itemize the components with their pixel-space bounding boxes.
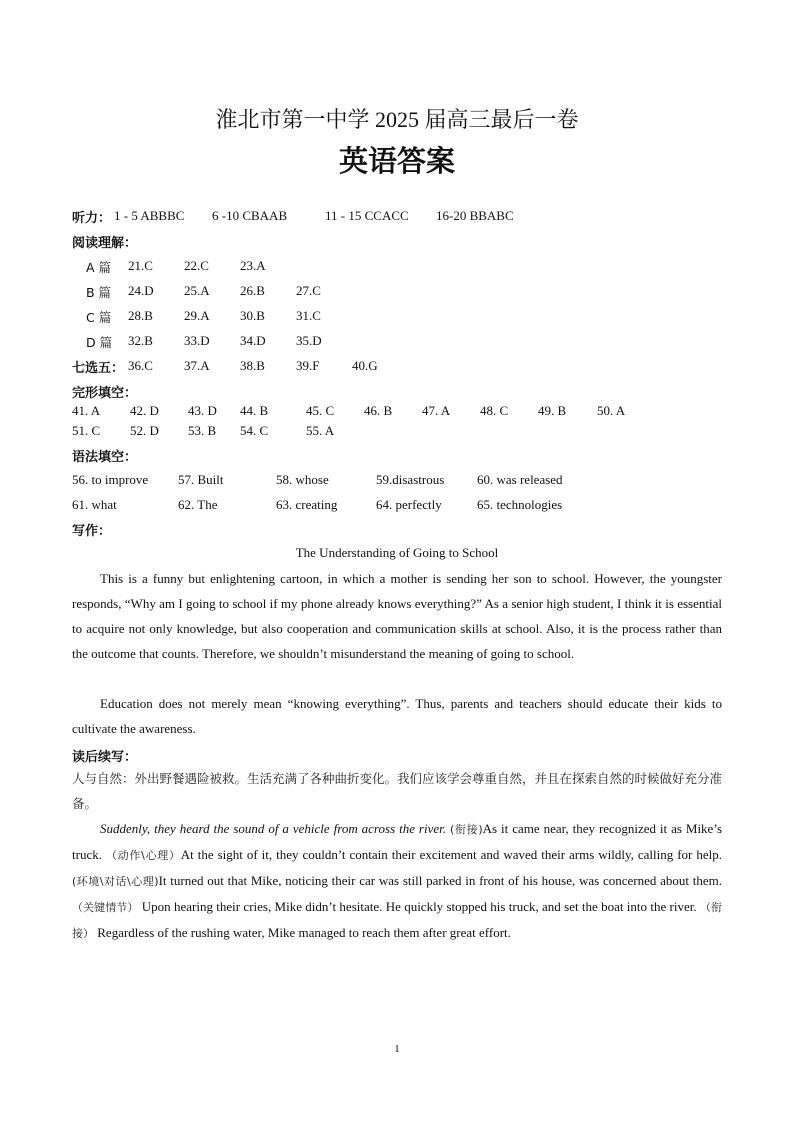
answer-57: 57. Built <box>178 472 224 487</box>
answer-51: 51. C <box>72 423 101 438</box>
grammar-label: 语法填空： <box>72 450 138 465</box>
essay-paragraph-2: Education does not merely mean “knowing everything”. Thus, parents and teachers should educate their kids to cultivate the awareness. <box>72 696 722 736</box>
sentence-4: Upon hearing their cries, Mike didn’t hesitate. He quickly stopped his truck, and set the boat into the river. <box>141 899 697 914</box>
page-number: 1 <box>394 1043 400 1055</box>
answer-54: 54. C <box>240 423 269 438</box>
passage-c-label: C 篇 <box>86 310 112 325</box>
answer-50: 50. A <box>597 403 626 418</box>
answer-key-title: 英语答案 <box>338 144 455 178</box>
answer-63: 63. creating <box>276 497 338 512</box>
answer-24: 24.D <box>128 283 154 298</box>
note-action-mind: （动作\心理） <box>105 849 181 862</box>
answer-65: 65. technologies <box>477 497 563 512</box>
essay-title: The Understanding of Going to School <box>295 545 499 560</box>
answer-34: 34.D <box>240 333 266 348</box>
answer-53: 53. B <box>188 423 217 438</box>
opening-sentence: Suddenly, they heard the sound of a vehicle from across the river. <box>100 821 446 836</box>
answer-42: 42. D <box>130 403 159 418</box>
essay-paragraph-1: This is a funny but enlightening cartoon, in which a mother is sending her son to school. However, the youngster responds, “Why am I going to school if my phone already knows everything?” As a senior high student, I think it is essential to acquire not only knowledge, but also cooperation and communication skills at school. Also, it is the process rather than the outcome that counts. Therefore, we shouldn’t misunderstand the meaning of going to school. <box>72 571 722 661</box>
note-key-plot: （关键情节） <box>72 901 139 914</box>
answer-55: 55. A <box>306 423 335 438</box>
writing-label: 写作： <box>72 524 112 539</box>
answer-31: 31.C <box>296 308 321 323</box>
answer-44: 44. B <box>240 403 269 418</box>
answer-28: 28.B <box>128 308 153 323</box>
listening-answers-1-5: 1 - 5 ABBBC <box>114 208 185 223</box>
answer-52: 52. D <box>130 423 159 438</box>
continuation-passage <box>72 816 722 946</box>
answer-26: 26.B <box>240 283 265 298</box>
answer-27: 27.C <box>296 283 321 298</box>
seven-choose-five-label: 七选五： <box>72 361 125 376</box>
answer-56: 56. to improve <box>72 472 149 487</box>
answer-39: 39.F <box>296 358 320 373</box>
sentence-2: At the sight of it, they couldn’t contain their excitement and waved their arms wildly, calling for help. <box>180 847 722 862</box>
continuation-theme: 人与自然：外出野餐遇险被救。生活充满了各种曲折变化。我们应该学会尊重自然，并且在探索自然的时候做好充分准备。 <box>72 771 723 811</box>
answer-61: 61. what <box>72 497 117 512</box>
answer-32: 32.B <box>128 333 153 348</box>
answer-38: 38.B <box>240 358 265 373</box>
reading-label: 阅读理解： <box>72 236 138 251</box>
answer-60: 60. was released <box>477 472 563 487</box>
sentence-3: It turned out that Mike, noticing their car was still parked in front of his house, was concerned about them. <box>158 873 722 888</box>
note-transition-1: (衔接) <box>449 823 483 836</box>
listening-answers-16-20: 16-20 BBABC <box>436 208 514 223</box>
passage-a-label: A 篇 <box>86 260 112 275</box>
note-environment-dialogue: (环境\对话\心理) <box>72 875 159 888</box>
answer-40: 40.G <box>352 358 378 373</box>
passage-b-label: B 篇 <box>86 285 112 300</box>
answer-64: 64. perfectly <box>376 497 442 512</box>
school-exam-title: 淮北市第一中学 2025 届高三最后一卷 <box>215 107 579 132</box>
sentence-1: As it came near, they recognized it as Mike’s truck. <box>72 821 722 862</box>
answer-37: 37.A <box>184 358 210 373</box>
answer-46: 46. B <box>364 403 393 418</box>
answer-45: 45. C <box>306 403 335 418</box>
answer-21: 21.C <box>128 258 153 273</box>
answer-62: 62. The <box>178 497 218 512</box>
answer-22: 22.C <box>184 258 209 273</box>
answer-25: 25.A <box>184 283 210 298</box>
answer-30: 30.B <box>240 308 265 323</box>
answer-36: 36.C <box>128 358 153 373</box>
listening-label: 听力： <box>72 211 112 226</box>
answer-33: 33.D <box>184 333 210 348</box>
answer-48: 48. C <box>480 403 509 418</box>
listening-answers-6-10: 6 -10 CBAAB <box>212 208 288 223</box>
answer-35: 35.D <box>296 333 322 348</box>
answer-23: 23.A <box>240 258 266 273</box>
listening-answers-11-15: 11 - 15 CCACC <box>325 208 409 223</box>
answer-43: 43. D <box>188 403 217 418</box>
answer-41: 41. A <box>72 403 101 418</box>
answer-58: 58. whose <box>276 472 329 487</box>
passage-d-label: D 篇 <box>86 335 113 350</box>
sentence-5: Regardless of the rushing water, Mike managed to reach them after great effort. <box>97 925 511 940</box>
answer-47: 47. A <box>422 403 451 418</box>
answer-29: 29.A <box>184 308 210 323</box>
answer-49: 49. B <box>538 403 567 418</box>
cloze-label: 完形填空： <box>72 386 138 401</box>
answer-59: 59.disastrous <box>376 472 445 487</box>
note-transition-2: （衔接） <box>72 901 723 940</box>
continuation-label: 读后续写： <box>72 750 138 765</box>
